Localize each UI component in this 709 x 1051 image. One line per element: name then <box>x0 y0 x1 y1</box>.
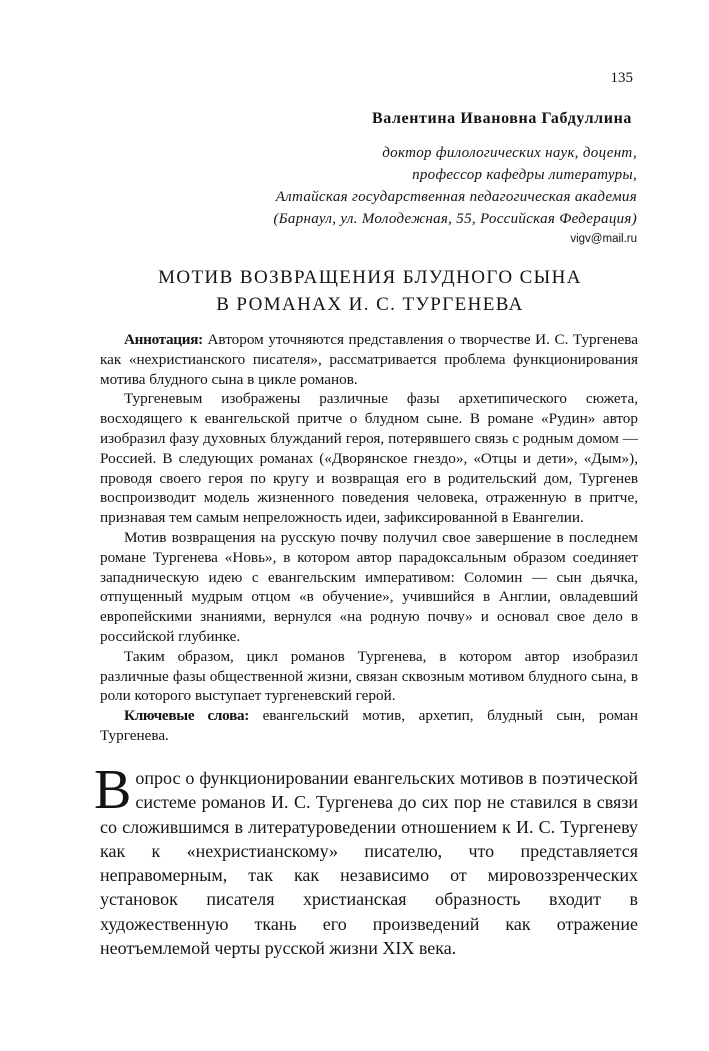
author-name: Валентина Ивановна Габдуллина <box>371 110 632 127</box>
keywords-text: евангельский мотив, архетип, блудный сын, роман Тургенева. <box>100 707 639 744</box>
abstract <box>100 330 638 746</box>
abstract-paragraph: Тургеневым изображены различные фазы архетипического сюжета, восходящего к евангельской притче о блудном сыне. В романе «Рудин» автор изобразил фазу духовных блужданий героя, потерявшего связь с родным домом — Россией. В следующих романах («Дворянское гнездо», «Отцы и дети», «Дым»), проводя своего героя по кругу и возвращая его в родительский дом, Тургенев воспроизводит модель жизненного поведения человека, отраженную в притче, признавая тем самым непреложность идеи, зафиксированной в Евангелии. <box>100 390 638 527</box>
keywords-label: Ключевые слова: <box>124 707 250 725</box>
keywords-paragraph <box>100 706 638 746</box>
affiliation-position: профессор кафедры литературы, <box>412 167 637 183</box>
abstract-paragraph: Мотив возвращения на русскую почву получил свое завершение в последнем романе Тургенева «Новь», в котором автор парадоксальным образом соединяет западническую идею с евангельским императивом: Соломин — сын дьячка, отпущенный мудрым отцом «в обучение», учившийся в Англии, овладевший европейскими знаниями, вернулся «на родную почву» и основал свое дело в российской глубинке. <box>100 528 638 645</box>
abstract-paragraph: Таким образом, цикл романов Тургенева, в котором автор изобразил различные фазы общественной жизни, связан сквозным мотивом блудного сына, в роли которого выступает тургеневский герой. <box>100 647 638 705</box>
affiliation-institution: Алтайская государственная педагогическая академия <box>275 189 637 205</box>
body-paragraph-text: опрос о функционировании евангельских мотивов в поэтической системе романов И. С. Тургенева до сих пор не ставился в связи со сложившимся в литературоведении отношением к И. С. Тургеневу как к «нехристианскому» писателю, что представляется неправомерным, так как независимо от мировоззренческих установок писателя христианская образность входит в художественную ткань его произведений как отражение неотъемлемой черты русской жизни XIX века. <box>100 768 638 959</box>
article-title <box>70 264 670 318</box>
author-block <box>167 110 637 248</box>
body-text <box>94 759 638 960</box>
author-email[interactable]: vigv@mail.ru <box>570 233 637 245</box>
drop-cap: В <box>94 759 132 821</box>
title-line-2: В РОМАНАХ И. С. ТУРГЕНЕВА <box>216 294 524 315</box>
page-number: 135 <box>610 70 633 86</box>
body-paragraph <box>94 759 638 960</box>
affiliation-degree: доктор филологических наук, доцент, <box>382 145 637 161</box>
abstract-text: Автором уточняются представления о творчестве И. С. Тургенева как «нехристианского писателя», рассматривается проблема функционирования мотива блудного сына в цикле романов. <box>100 331 638 388</box>
title-line-1: МОТИВ ВОЗВРАЩЕНИЯ БЛУДНОГО СЫНА <box>158 267 582 288</box>
abstract-label: Аннотация: <box>124 331 203 348</box>
abstract-paragraph <box>100 330 638 389</box>
affiliation-address: (Барнаул, ул. Молодежная, 55, Российская Федерация) <box>273 211 637 227</box>
